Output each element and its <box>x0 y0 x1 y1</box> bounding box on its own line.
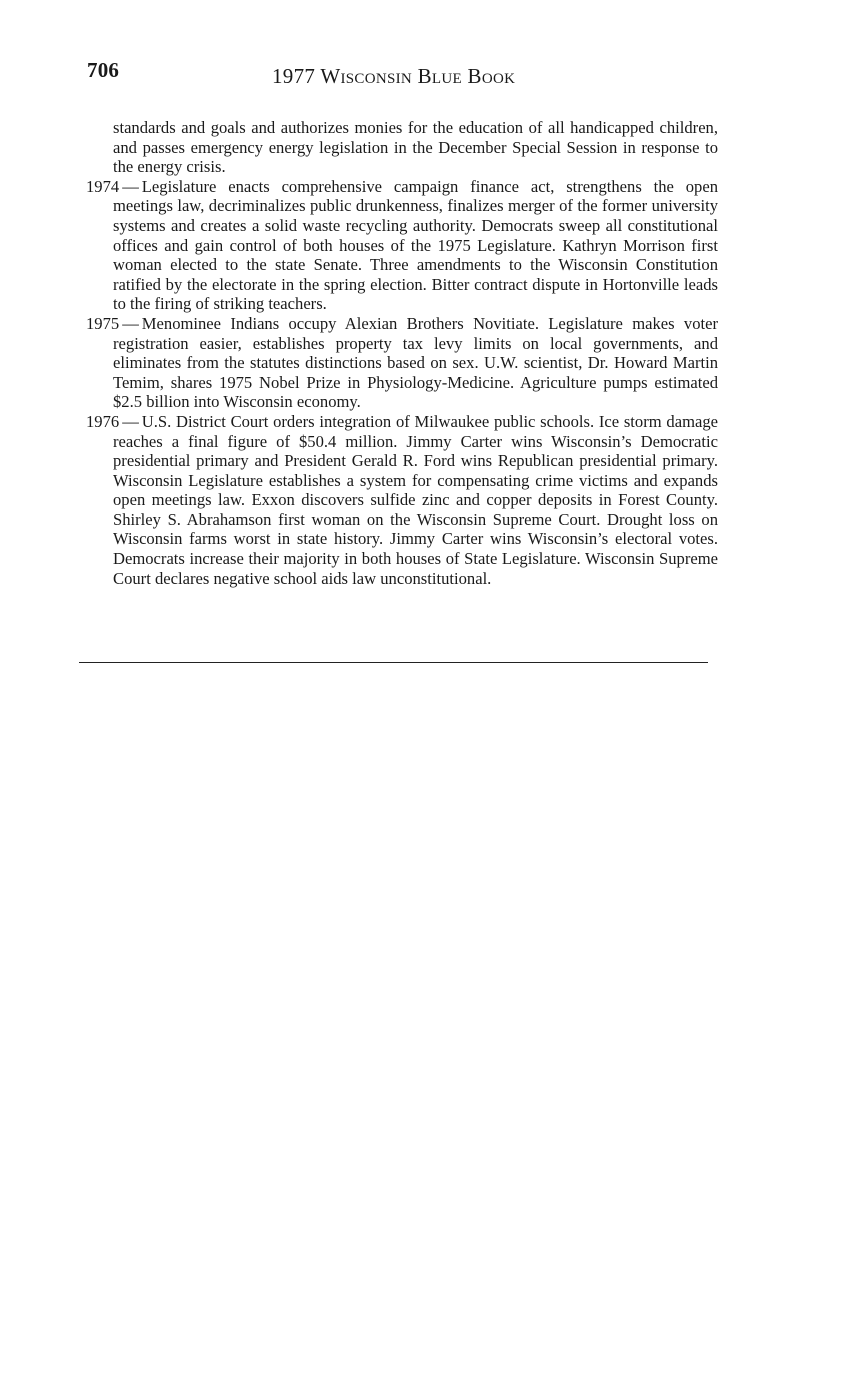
chronology-text <box>86 118 718 588</box>
entry-text: Legislature enacts comprehensive campaign finance act, strengthens the open meetings law, decriminalizes public drunkenness, finalizes merger of the former university systems and creates a solid waste recycling authority. Democrats sweep all constitutional offices and gain control of both houses of the 1975 Legislature. Kathryn Morrison first woman elected to the state Senate. Three amendments to the Wisconsin Constitution ratified by the electorate in the spring election. Bitter contract dispute in Hortonville leads to the firing of striking teachers. <box>113 176 718 314</box>
page-number: 706 <box>87 58 120 82</box>
chronology-entry-1975 <box>86 314 718 412</box>
section-end-rule <box>79 662 708 663</box>
entry-year: 1976 <box>86 411 120 431</box>
entry-year: 1974 <box>86 176 120 196</box>
entry-year: 1975 <box>86 313 120 333</box>
continuation-paragraph: standards and goals and authorizes monies for the education of all handicapped children, and passes emergency energy legislation in the December Special Session in response to the energy crisis. <box>113 118 718 177</box>
running-head: 1977 Wisconsin Blue Book <box>272 64 516 88</box>
chronology-entry-1974 <box>86 177 718 314</box>
entry-dash: — <box>122 176 139 196</box>
entry-dash: — <box>122 313 139 333</box>
chronology-entry-1976 <box>86 412 718 588</box>
entry-text: Menominee Indians occupy Alexian Brothers Novitiate. Legislature makes voter registration easier, establishes property tax levy limits on local governments, and eliminates from the statutes distinctions based on sex. U.W. scientist, Dr. Howard Martin Temim, shares 1975 Nobel Prize in Physiology-Medicine. Agriculture pumps estimated $2.5 billion into Wisconsin economy. <box>113 313 718 412</box>
entry-dash: — <box>122 411 139 431</box>
entry-text: U.S. District Court orders integration of Milwaukee public schools. Ice storm damage reaches a final figure of $50.4 million. Jimmy Carter wins Wisconsin’s Democratic presidential primary and President Gerald R. Ford wins Republican presidential primary. Wisconsin Legislature establishes a system for compensating crime victims and expands open meetings law. Exxon discovers sulfide zinc and copper deposits in Forest County. Shirley S. Abrahamson first woman on the Wisconsin Supreme Court. Drought loss on Wisconsin farms worst in state history. Jimmy Carter wins Wisconsin’s electoral votes. Democrats increase their majority in both houses of State Legislature. Wisconsin Supreme Court declares negative school aids law unconstitutional. <box>113 411 718 588</box>
